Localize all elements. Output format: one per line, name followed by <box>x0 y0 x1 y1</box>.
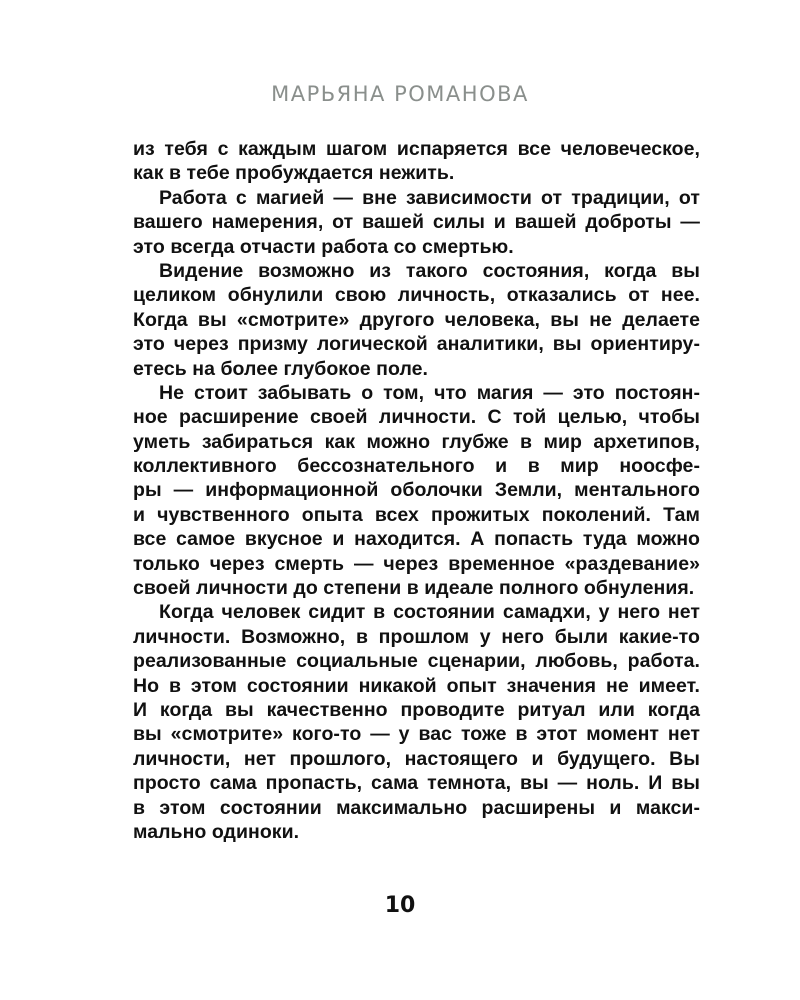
text-line: из тебя с каждым шагом испаряется все человеческое, <box>133 138 700 160</box>
text-line: как в тебе пробуждается нежить. <box>133 162 455 185</box>
text-line: И когда вы качественно проводите ритуал или когда <box>133 698 700 721</box>
paragraph <box>133 381 700 601</box>
paragraph <box>133 259 700 381</box>
text-line: коллективного бессознательного и в мир ноосфе- <box>133 455 700 478</box>
text-line: Когда вы «смотрите» другого человека, вы не делаете <box>133 308 700 331</box>
text-line: Не стоит забывать о том, что магия — это постоян- <box>159 381 700 404</box>
text-line: все самое вкусное и находится. А попасть туда можно <box>133 528 700 551</box>
text-line: и чувственного опыта всех прожитых поколений. Там <box>133 503 700 526</box>
text-line: ры — информационной оболочки Земли, ментального <box>133 479 700 502</box>
text-line: личности, нет прошлого, настоящего и будущего. Вы <box>133 747 700 770</box>
text-line: Но в этом состоянии никакой опыт значения не имеет. <box>133 674 700 697</box>
text-line: вы «смотрите» кого-то — у вас тоже в этот момент нет <box>133 723 700 746</box>
running-head-author: МАРЬЯНА РОМАНОВА <box>271 82 529 106</box>
paragraph <box>133 137 700 186</box>
text-line: етесь на более глубокое поле. <box>133 357 429 380</box>
text-line: это всегда отчасти работа со смертью. <box>133 235 514 258</box>
page-number: 10 <box>384 893 416 918</box>
text-line: ное расширение своей личности. С той целью, чтобы <box>133 406 700 429</box>
body-text <box>133 137 700 844</box>
text-line: реализованные социальные сценарии, любовь, работа. <box>133 650 700 673</box>
text-line: уметь забираться как можно глубже в мир архетипов, <box>133 430 700 453</box>
text-line: Когда человек сидит в состоянии самадхи, у него нет <box>159 601 700 624</box>
paragraph <box>133 600 700 844</box>
text-line: это через призму логической аналитики, вы ориентиру- <box>133 333 700 356</box>
text-line: только через смерть — через временное «раздевание» <box>133 552 700 575</box>
text-line: мально одиноки. <box>133 820 300 843</box>
text-line: Видение возможно из такого состояния, когда вы <box>159 259 700 282</box>
text-line: вашего намерения, от вашей силы и вашей доброты — <box>133 211 700 234</box>
text-line: Работа с магией — вне зависимости от традиции, от <box>159 186 700 209</box>
text-line: целиком обнулили свою личность, отказались от нее. <box>133 284 700 307</box>
text-line: личности. Возможно, в прошлом у него были какие-то <box>133 625 700 648</box>
text-line: в этом состоянии максимально расширены и макси- <box>133 796 700 819</box>
paragraph <box>133 186 700 259</box>
text-line: своей личности до степени в идеале полного обнуления. <box>133 577 695 600</box>
text-line: просто сама пропасть, сама темнота, вы — ноль. И вы <box>133 772 700 795</box>
